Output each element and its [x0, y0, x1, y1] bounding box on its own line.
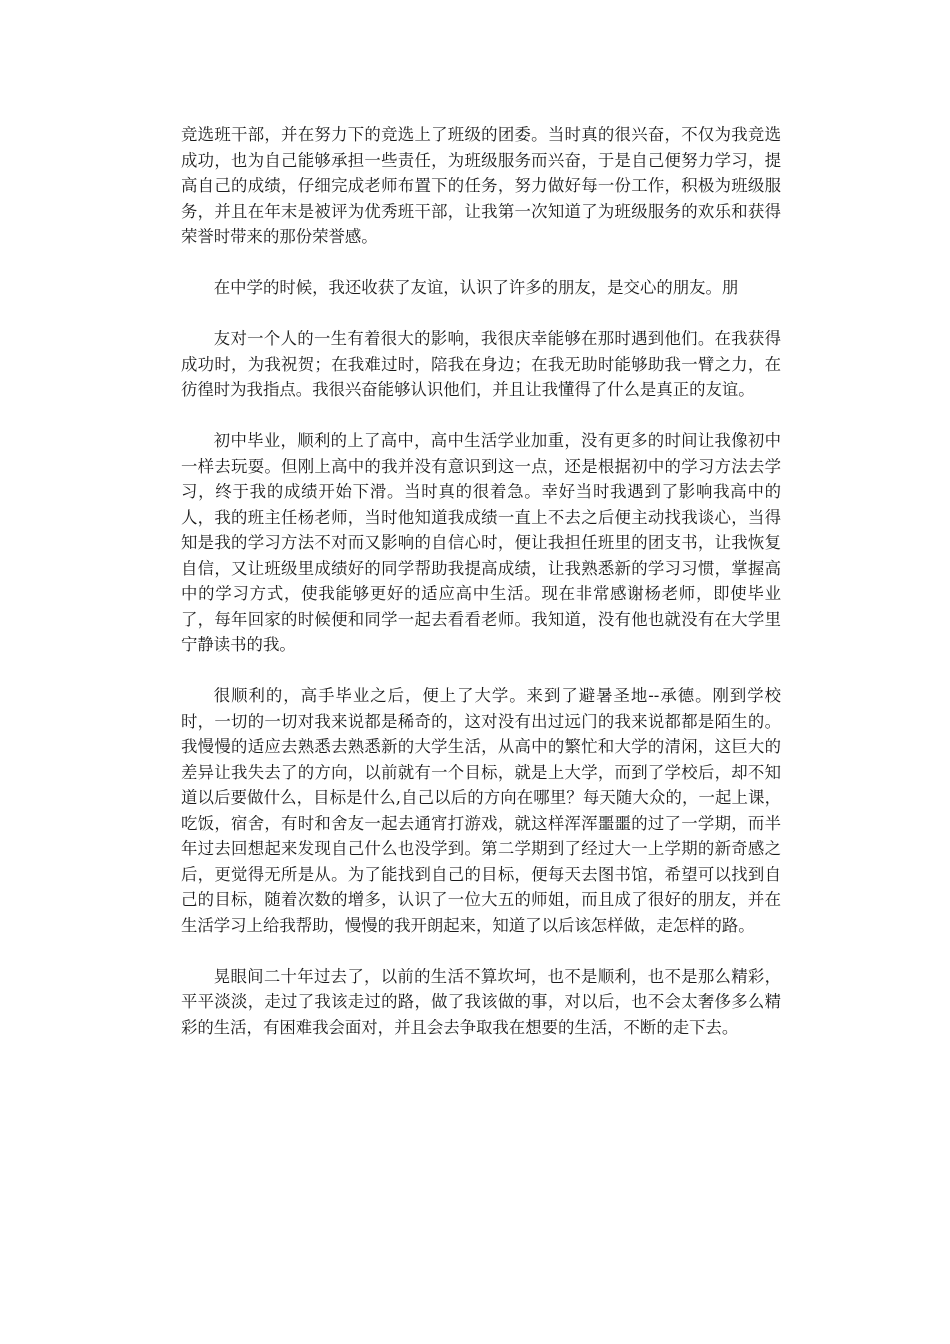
paragraph-1: 竞选班干部，并在努力下的竞选上了班级的团委。当时真的很兴奋，不仅为我竞选成功，也为自己能够承担一些责任，为班级服务而兴奋，于是自己便努力学习，提高自己的成绩，仔细完成老师布置下的任务，努力做好每一份工作，积极为班级服务，并且在年末是被评为优秀班干部，让我第一次知道了为班级服务的欢乐和获得荣誉时带来的那份荣誉感。: [181, 125, 781, 246]
paragraph-2: 在中学的时候，我还收获了友谊，认识了许多的朋友，是交心的朋友。朋: [213, 278, 739, 297]
paragraph-4: 初中毕业，顺利的上了高中，高中生活学业加重，没有更多的时间让我像初中一样去玩耍。但刚上高中的我并没有意识到这一点，还是根据初中的学习方法去学习，终于我的成绩开始下滑。当时真的很着急。幸好当时我遇到了影响我高中的人，我的班主任杨老师，当时他知道我成绩一直上不去之后便主动找我谈心，当得知是我的学习方法不对而又影响的自信心时，便让我担任班里的团支书，让我恢复自信，又让班级里成绩好的同学帮助我提高成绩，让我熟悉新的学习习惯，掌握高中的学习方式，使我能够更好的适应高中生活。现在非常感谢杨老师，即使毕业了，每年回家的时候便和同学一起去看看老师。我知道，没有他也就没有在大学里宁静读书的我。: [181, 431, 781, 654]
paragraph-3: 友对一个人的一生有着很大的影响，我很庆幸能够在那时遇到他们。在我获得成功时，为我祝贺；在我难过时，陪我在身边；在我无助时能够助我一臂之力，在彷徨时为我指点。我很兴奋能够认识他们，并且让我懂得了什么是真正的友谊。: [181, 329, 781, 399]
paragraph-6: 晃眼间二十年过去了，以前的生活不算坎坷，也不是顺利，也不是那么精彩，平平淡淡，走过了我该走过的路，做了我该做的事，对以后，也不会太奢侈多么精彩的生活，有困难我会面对，并且会去争取我在想要的生活，不断的走下去。: [181, 966, 781, 1037]
document-body: [181, 122, 781, 1066]
paragraph-5: 很顺利的，高手毕业之后，便上了大学。来到了避暑圣地--承德。刚到学校时，一切的一切对我来说都是稀奇的，这对没有出过远门的我来说都都是陌生的。我慢慢的适应去熟悉去熟悉新的大学生活，从高中的繁忙和大学的清闲，这巨大的差异让我失去了的方向，以前就有一个目标，就是上大学，而到了学校后，却不知道以后要做什么，目标是什么,自己以后的方向在哪里？每天随大众的，一起上课，吃饭，宿舍，有时和舍友一起去通宵打游戏，就这样浑浑噩噩的过了一学期，而半年过去回想起来发现自己什么也没学到。第二学期到了经过大一上学期的新奇感之后，更觉得无所是从。为了能找到自己的目标，便每天去图书馆，希望可以找到自己的目标，随着次数的增多，认识了一位大五的师姐，而且成了很好的朋友，并在生活学习上给我帮助，慢慢的我开朗起来，知道了以后该怎样做，走怎样的路。: [181, 686, 781, 935]
